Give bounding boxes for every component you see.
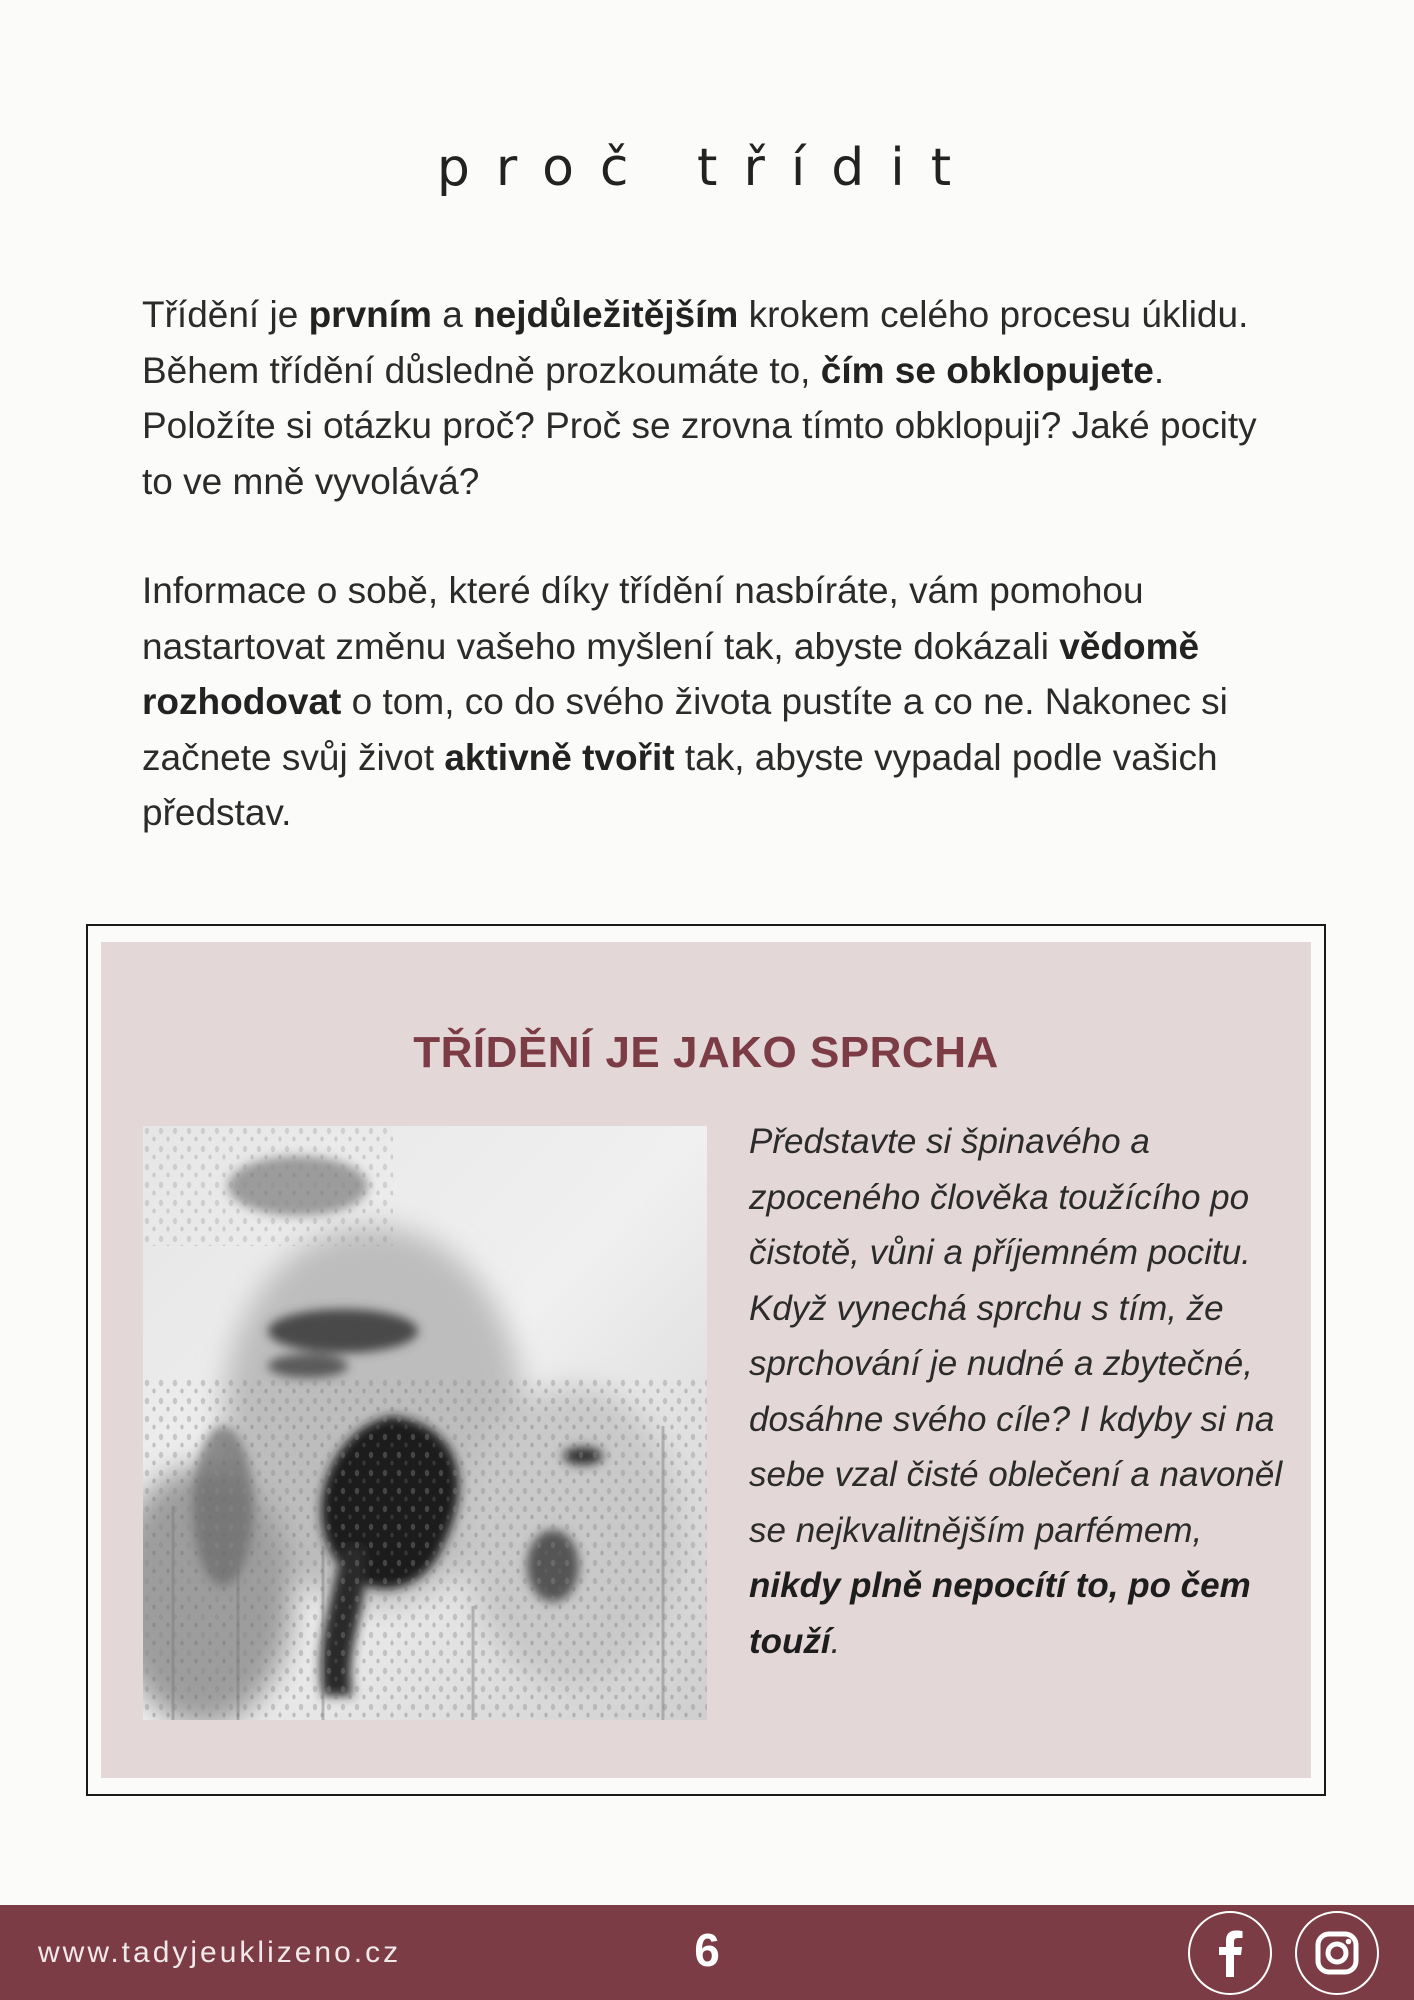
instagram-icon[interactable] <box>1295 1911 1379 1995</box>
intro-paragraph-1 <box>142 287 1282 509</box>
text-run: Představte si špinavého a zpoceného člověka toužícího po čistotě, vůni a příjemném pocitu. Když vynechá sprchu s tím, že sprchování je nudné a zbytečné, dosáhne svého cíle? I kdyby si na sebe vzal čisté oblečení a navoněl se nejkvalitnějším parfémem, <box>749 1122 1283 1550</box>
intro-paragraph-2 <box>142 563 1282 841</box>
text-run: tak, abyste vypadal podle vašich představ. <box>142 736 1218 833</box>
text-run: . Položíte si otázku proč? Proč se zrovna tímto obklopuji? Jaké pocity to ve mně vyvolává? <box>142 349 1257 502</box>
callout-box <box>86 924 1326 1796</box>
footer-bar <box>0 1905 1414 2000</box>
facebook-icon[interactable] <box>1188 1911 1272 1995</box>
callout-panel <box>101 942 1311 1778</box>
emphasis-text: prvním <box>308 294 432 335</box>
callout-text <box>749 1114 1294 1669</box>
callout-heading: TŘÍDĚNÍ JE JAKO SPRCHA <box>413 1028 999 1077</box>
emphasis-text: nikdy plně nepocítí to, po čem touží <box>749 1566 1251 1661</box>
page-number: 6 <box>694 1924 720 1976</box>
emphasis-text: vědomě rozhodovat <box>142 625 1200 722</box>
text-run: . <box>830 1621 841 1661</box>
website-link[interactable]: www.tadyjeuklizeno.cz <box>38 1936 402 1969</box>
page-title: proč třídit <box>436 138 978 198</box>
text-run: krokem celého procesu úklidu. Během třídění důsledně prozkoumáte to, <box>142 294 1249 391</box>
text-run: Informace o sobě, které díky třídění nasbíráte, vám pomohou nastartovat změnu vašeho myšlení tak, abyste dokázali <box>142 570 1144 667</box>
text-run: o tom, co do svého života pustíte a co ne. Nakonec si začnete svůj život <box>142 681 1228 778</box>
emphasis-text: nejdůležitějším <box>473 294 739 335</box>
text-run: Třídění je <box>142 294 309 335</box>
shower-glass-photo <box>143 1126 707 1720</box>
emphasis-text: aktivně tvořit <box>444 736 675 778</box>
emphasis-text: čím se obklopujete <box>820 349 1154 391</box>
text-run: a <box>431 294 474 335</box>
